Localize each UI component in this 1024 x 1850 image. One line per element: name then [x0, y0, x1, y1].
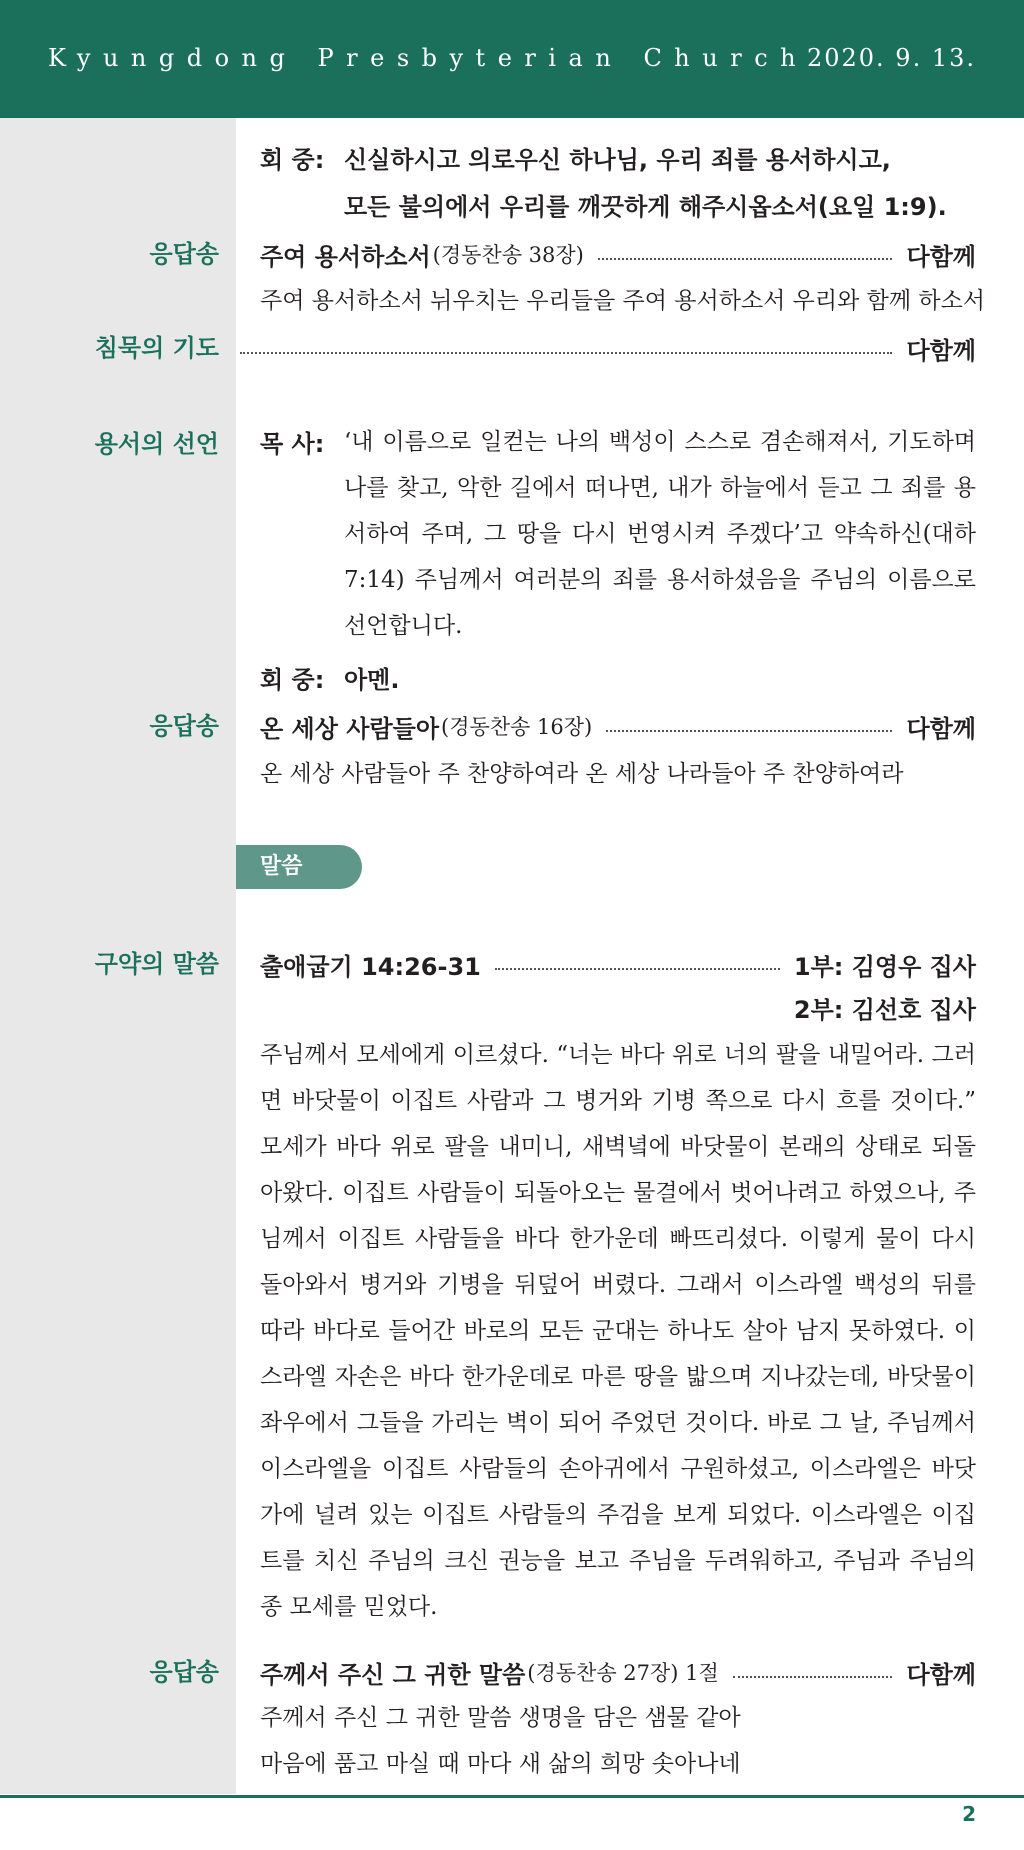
absolution-response-text: 아멘. [344, 666, 400, 694]
response3-performer: 다함께 [906, 1660, 976, 1689]
response2-performer: 다함께 [906, 714, 976, 743]
page-number: 2 [962, 1802, 976, 1826]
ot-reading-reader-2: 2부: 김선호 집사 [793, 996, 976, 1024]
response2-row [260, 712, 976, 743]
response1-label: 응답송 [149, 240, 219, 268]
header-bar [0, 0, 1024, 118]
leader-dots [606, 730, 892, 732]
silent-prayer-performer: 다함께 [906, 336, 976, 365]
response2-label: 응답송 [149, 712, 219, 740]
ot-reading-text: 주님께서 모세에게 이르셨다. “너는 바다 위로 너의 팔을 내밀어라. 그러면 바닷물이 이집트 사람과 그 병거와 기병 쪽으로 다시 흐를 것이다.” 모세가 바다 위로 팔을 내미니, 새벽녘에 바닷물이 본래의 상태로 되돌아왔다. 이집트 사람들이 되돌아오는 물결에서 벗어나려고 하였으나, 주님께서 이집트 사람들을 바다 한가운데 빠뜨리셨다. 이렇게 물이 다시 돌아와서 병거와 기병을 뒤덮어 버렸다. 그래서 이스라엘 백성의 뒤를 따라 바다로 들어간 바로의 모든 군대는 하나도 살아 남지 못하였다. 이스라엘 자손은 바다 한가운데로 마른 땅을 밟으며 지나갔는데, 바닷물이 좌우에서 그들을 가리는 벽이 되어 주었던 것이다. 바로 그 날, 주님께서 이스라엘을 이집트 사람들의 손아귀에서 구원하셨고, 이스라엘은 바닷가에 널려 있는 이집트 사람들의 주검을 보게 되었다. 이스라엘은 이집트를 치신 주님의 크신 권능을 보고 주님을 두려워하고, 주님과 주님의 종 모세를 믿었다. [260, 1042, 976, 1620]
ot-reading-reference: 출애굽기 14:26-31 [260, 952, 481, 981]
response3-title: 주께서 주신 그 귀한 말씀 [260, 1660, 526, 1689]
response2-lyrics: 온 세상 사람들아 주 찬양하여라 온 세상 나라들아 주 찬양하여라 [260, 761, 904, 787]
ot-reading-row [260, 950, 976, 981]
response1-title: 주여 용서하소서 [260, 242, 431, 271]
silent-prayer-row [236, 334, 976, 365]
confession-line-2: 모든 불의에서 우리를 깨끗하게 해주시옵소서(요일 1:9). [344, 193, 947, 221]
response1-performer: 다함께 [906, 242, 976, 271]
ot-reading-reader-1: 1부: 김영우 집사 [793, 952, 976, 981]
response3-row [260, 1658, 976, 1689]
absolution-speaker: 목 사: [260, 430, 325, 458]
leader-dots [240, 352, 892, 354]
absolution-label: 용서의 선언 [94, 430, 219, 458]
leader-dots [733, 1676, 893, 1678]
response2-title: 온 세상 사람들아 [260, 714, 439, 743]
ot-reading-label: 구약의 말씀 [94, 950, 219, 978]
absolution-response-speaker: 회 중: [260, 666, 325, 694]
leader-dots [598, 258, 893, 260]
response1-lyrics: 주여 용서하소서 뉘우치는 우리들을 주여 용서하소서 우리와 함께 하소서 [260, 288, 986, 314]
response1-note: (경동찬송 38장) [432, 243, 584, 267]
footer-rule [0, 1795, 1024, 1798]
response3-lyrics-1: 주께서 주신 그 귀한 말씀 생명을 담은 샘물 같아 [260, 1705, 741, 1731]
silent-prayer-label: 침묵의 기도 [94, 334, 219, 362]
section-heading: 말씀 [236, 845, 362, 889]
response3-note: (경동찬송 27장) 1절 [527, 1661, 719, 1685]
response1-row [260, 240, 976, 271]
response2-note: (경동찬송 16장) [441, 715, 593, 739]
absolution-text: ‘내 이름으로 일컫는 나의 백성이 스스로 겸손해져서, 기도하며 나를 찾고, 악한 길에서 떠나면, 내가 하늘에서 듣고 그 죄를 용서하여 주며, 그 땅을 다시 번영시켜 주겠다’고 약속하신(대하 7:14) 주님께서 여러분의 죄를 용서하셨음을 주님의 이름으로 선언합니다. [344, 429, 976, 639]
church-name: Kyungdong Presbyterian Church [48, 44, 809, 72]
response3-lyrics-2: 마음에 품고 마실 때 마다 새 삶의 희망 솟아나네 [260, 1751, 741, 1777]
response3-label: 응답송 [149, 1658, 219, 1686]
leader-dots [495, 968, 780, 970]
confession-speaker: 회 중: [260, 146, 325, 174]
bulletin-date: 2020. 9. 13. [806, 44, 976, 72]
confession-line-1: 신실하시고 의로우신 하나님, 우리 죄를 용서하시고, [344, 146, 891, 174]
